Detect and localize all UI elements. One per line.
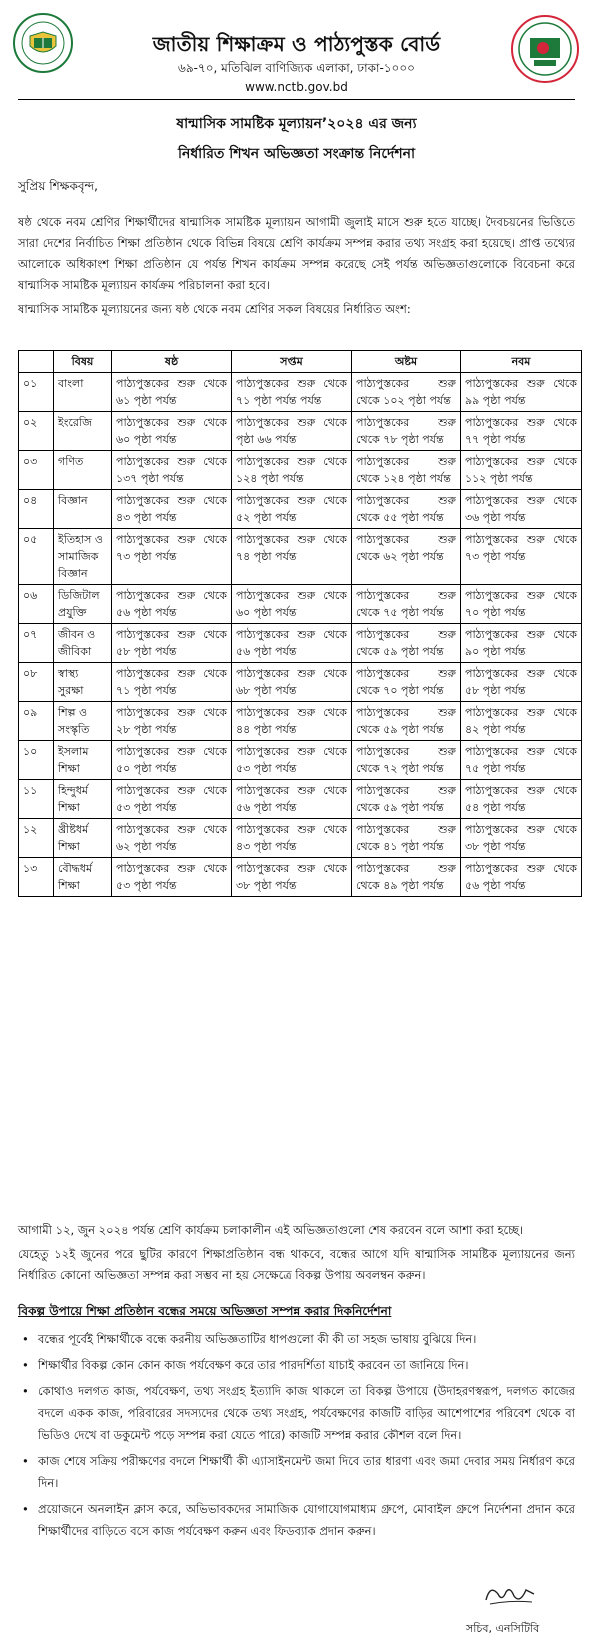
signature-image bbox=[480, 1580, 540, 1610]
class-eight-cell: পাঠ্যপুস্তকের শুরু থেকে ৫৫ পৃষ্ঠা পর্যন্ত bbox=[352, 490, 461, 529]
class-nine-cell: পাঠ্যপুস্তকের শুরু থেকে ৭৩ পৃষ্ঠা পর্যন্ত bbox=[461, 529, 582, 585]
class-six-cell: পাঠ্যপুস্তকের শুরু থেকে ৭৩ পৃষ্ঠা পর্যন্ত bbox=[112, 529, 232, 585]
header-class-seven: সপ্তম bbox=[232, 351, 352, 373]
table-row bbox=[19, 741, 582, 780]
serial-cell: ০৬ bbox=[19, 585, 54, 624]
class-eight-cell: পাঠ্যপুস্তকের শুরু থেকে ৫৯ পৃষ্ঠা পর্যন্ত bbox=[352, 780, 461, 819]
serial-cell: ০৯ bbox=[19, 702, 54, 741]
class-seven-cell: পাঠ্যপুস্তকের শুরু থেকে ৭৪ পৃষ্ঠা পর্যন্ত bbox=[232, 529, 352, 585]
table-body bbox=[19, 373, 582, 897]
table-row bbox=[19, 585, 582, 624]
class-seven-cell: পাঠ্যপুস্তকের শুরু থেকে ৩৮ পৃষ্ঠা পর্যন্ত bbox=[232, 858, 352, 897]
instruction-item bbox=[18, 1380, 575, 1446]
deadline-paragraph: আগামী ১২, জুন ২০২৪ পর্যন্ত শ্রেণি কার্যক্রম চলাকালীন এই অভিজ্ঞতাগুলো শেষ করবেন বলে আশা করা হচ্ছে। bbox=[18, 1223, 524, 1237]
class-six-cell: পাঠ্যপুস্তকের শুরু থেকে ৪৩ পৃষ্ঠা পর্যন্ত bbox=[112, 490, 232, 529]
subject-cell: শিল্প ও সংস্কৃতি bbox=[54, 702, 112, 741]
class-six-cell: পাঠ্যপুস্তকের শুরু থেকে ৬০ পৃষ্ঠা পর্যন্ত bbox=[112, 412, 232, 451]
table-header-row bbox=[19, 351, 582, 373]
instruction-item bbox=[18, 1328, 575, 1350]
class-nine-cell: পাঠ্যপুস্তকের শুরু থেকে ৫৪ পৃষ্ঠা পর্যন্ত bbox=[461, 780, 582, 819]
class-nine-cell: পাঠ্যপুস্তকের শুরু থেকে ৭৫ পৃষ্ঠা পর্যন্ত bbox=[461, 741, 582, 780]
table-row bbox=[19, 663, 582, 702]
class-seven-cell: পাঠ্যপুস্তকের শুরু থেকে ৫২ পৃষ্ঠা পর্যন্ত bbox=[232, 490, 352, 529]
class-nine-cell: পাঠ্যপুস্তকের শুরু থেকে ৪২ পৃষ্ঠা পর্যন্ত bbox=[461, 702, 582, 741]
class-seven-cell: পাঠ্যপুস্তকের শুরু থেকে ৪৩ পৃষ্ঠা পর্যন্ত bbox=[232, 819, 352, 858]
subject-cell: ইতিহাস ও সামাজিক বিজ্ঞান bbox=[54, 529, 112, 585]
class-eight-cell: পাঠ্যপুস্তকের শুরু থেকে ৭৫ পৃষ্ঠা পর্যন্ত bbox=[352, 585, 461, 624]
table-row bbox=[19, 819, 582, 858]
class-seven-cell: পাঠ্যপুস্তকের শুরু থেকে ৬০ পৃষ্ঠা পর্যন্ত bbox=[232, 585, 352, 624]
subject-cell: জীবন ও জীবিকা bbox=[54, 624, 112, 663]
subject-cell: গণিত bbox=[54, 451, 112, 490]
class-six-cell: পাঠ্যপুস্তকের শুরু থেকে ৫৬ পৃষ্ঠা পর্যন্ত bbox=[112, 585, 232, 624]
table-row bbox=[19, 702, 582, 741]
table-row bbox=[19, 373, 582, 412]
class-eight-cell: পাঠ্যপুস্তকের শুরু থেকে ৬২ পৃষ্ঠা পর্যন্ত bbox=[352, 529, 461, 585]
subject-cell: ডিজিটাল প্রযুক্তি bbox=[54, 585, 112, 624]
intro-paragraph: ষষ্ঠ থেকে নবম শ্রেণির শিক্ষার্থীদের ষান্মাসিক সামষ্টিক মূল্যায়ন আগামী জুলাই মাসে শুরু হতে যাচ্ছে। দৈবচয়নের ভিত্তিতে সারা দেশের নির্বাচিত শিক্ষা প্রতিষ্ঠান থেকে বিভিন্ন বিষয়ে শ্রেণি কার্যক্রম সম্পন্ন করার তথ্য সংগ্রহ করা হয়েছে। প্রাপ্ত তথ্যের আলোকে অধিকাংশ শিক্ষা প্রতিষ্ঠান যে পর্যন্ত শিখন কার্যক্রম সম্পন্ন করেছে সেই পর্যন্ত অভিজ্ঞতাগুলোকে বিবেচনা করে ষান্মাসিক সামষ্টিক মূল্যায়ন কার্যক্রম পরিচালনা করা হবে। bbox=[18, 215, 575, 292]
class-eight-cell: পাঠ্যপুস্তকের শুরু থেকে ১২৪ পৃষ্ঠা পর্যন্ত bbox=[352, 451, 461, 490]
instruction-text: বন্ধের পূর্বেই শিক্ষার্থীকে বন্ধে করনীয় অভিজ্ঞতাটির ধাপগুলো কী কী তা সহজ ভাষায় বুঝিয়ে দিন। bbox=[38, 1332, 477, 1346]
class-seven-cell: পাঠ্যপুস্তকের শুরু থেকে ৭১ পৃষ্ঠা পর্যন্ত পর্যন্ত bbox=[232, 373, 352, 412]
subject-cell: বাংলা bbox=[54, 373, 112, 412]
class-seven-cell: পাঠ্যপুস্তকের শুরু থেকে ৫৩ পৃষ্ঠা পর্যন্ত bbox=[232, 741, 352, 780]
table-row bbox=[19, 529, 582, 585]
class-nine-cell: পাঠ্যপুস্তকের শুরু থেকে ৯০ পৃষ্ঠা পর্যন্ত bbox=[461, 624, 582, 663]
class-six-cell: পাঠ্যপুস্তকের শুরু থেকে ৫০ পৃষ্ঠা পর্যন্ত bbox=[112, 741, 232, 780]
bullet-icon: • bbox=[22, 1332, 29, 1346]
header-class-nine: নবম bbox=[461, 351, 582, 373]
class-nine-cell: পাঠ্যপুস্তকের শুরু থেকে ৫৮ পৃষ্ঠা পর্যন্ত bbox=[461, 663, 582, 702]
board-website: www.nctb.gov.bd bbox=[245, 80, 348, 94]
class-eight-cell: পাঠ্যপুস্তকের শুরু থেকে ৭০ পৃষ্ঠা পর্যন্ত bbox=[352, 663, 461, 702]
serial-cell: ১০ bbox=[19, 741, 54, 780]
serial-cell: ১২ bbox=[19, 819, 54, 858]
class-six-cell: পাঠ্যপুস্তকের শুরু থেকে ৫৮ পৃষ্ঠা পর্যন্ত bbox=[112, 624, 232, 663]
subject-cell: বৌদ্ধধর্ম শিক্ষা bbox=[54, 858, 112, 897]
header-serial bbox=[19, 351, 54, 373]
signature-label: সচিব, এনসিটিবি bbox=[466, 1622, 540, 1635]
doc-title-line1: ষান্মাসিক সামষ্টিক মূল্যায়ন’২০২৪ এর জন্য bbox=[176, 116, 417, 132]
table-row bbox=[19, 624, 582, 663]
subject-cell: বিজ্ঞান bbox=[54, 490, 112, 529]
serial-cell: ১১ bbox=[19, 780, 54, 819]
table-row bbox=[19, 490, 582, 529]
instruction-text: প্রয়োজনে অনলাইন ক্লাস করে, অভিভাবকদের সামাজিক যোগাযোগমাধ্যম গ্রুপে, মোবাইল গ্রুপে নির্দেশনা প্রদান করে শিক্ষার্থীদের বাড়িতে বসে কাজ পর্যবেক্ষণ করুন এবং ফিডব্যাক প্রদান করুন। bbox=[38, 1502, 575, 1538]
bullet-icon: • bbox=[22, 1384, 29, 1398]
table-row bbox=[19, 780, 582, 819]
bullet-icon: • bbox=[22, 1454, 29, 1468]
class-nine-cell: পাঠ্যপুস্তকের শুরু থেকে ৩৮ পৃষ্ঠা পর্যন্ত bbox=[461, 819, 582, 858]
closure-paragraph: যেহেতু ১২ই জুনের পরে ছুটির কারণে শিক্ষাপ্রতিষ্ঠান বন্ধ থাকবে, বন্ধের আগে যদি ষান্মাসিক সামষ্টিক মূল্যায়নের জন্য নির্ধারিত কোনো অভিজ্ঞতা সম্পন্ন করা সম্ভব না হয় সেক্ষেত্রে বিকল্প উপায় অবলম্বন করুন। bbox=[18, 1247, 575, 1282]
class-six-cell: পাঠ্যপুস্তকের শুরু থেকে ৫৩ পৃষ্ঠা পর্যন্ত bbox=[112, 858, 232, 897]
class-eight-cell: পাঠ্যপুস্তকের শুরু থেকে ৪১ পৃষ্ঠা পর্যন্ত bbox=[352, 819, 461, 858]
instruction-text: কাজ শেষে সক্রিয় পরীক্ষণের বদলে শিক্ষার্থী কী এ্যাসাইনমেন্ট জমা দিবে তার ধারণা এবং জমা দেবার সময় নির্ধারণ করে দিন। bbox=[38, 1454, 575, 1490]
serial-cell: ০৮ bbox=[19, 663, 54, 702]
instruction-item bbox=[18, 1498, 575, 1542]
table-row bbox=[19, 858, 582, 897]
class-six-cell: পাঠ্যপুস্তকের শুরু থেকে ৬২ পৃষ্ঠা পর্যন্ত bbox=[112, 819, 232, 858]
class-seven-cell: পাঠ্যপুস্তকের শুরু থেকে ৬৮ পৃষ্ঠা পর্যন্ত bbox=[232, 663, 352, 702]
class-six-cell: পাঠ্যপুস্তকের শুরু থেকে ৭১ পৃষ্ঠা পর্যন্ত bbox=[112, 663, 232, 702]
class-nine-cell: পাঠ্যপুস্তকের শুরু থেকে ৫৬ পৃষ্ঠা পর্যন্ত bbox=[461, 858, 582, 897]
instruction-item bbox=[18, 1450, 575, 1494]
class-nine-cell: পাঠ্যপুস্তকের শুরু থেকে ৭০ পৃষ্ঠা পর্যন্ত bbox=[461, 585, 582, 624]
serial-cell: ০১ bbox=[19, 373, 54, 412]
board-title: জাতীয় শিক্ষাক্রম ও পাঠ্যপুস্তক বোর্ড bbox=[152, 32, 441, 56]
serial-cell: ০৩ bbox=[19, 451, 54, 490]
syllabus-table bbox=[18, 350, 582, 897]
class-seven-cell: পাঠ্যপুস্তকের শুরু থেকে ৫৬ পৃষ্ঠা পর্যন্ত bbox=[232, 624, 352, 663]
bullet-icon: • bbox=[22, 1358, 29, 1372]
class-eight-cell: পাঠ্যপুস্তকের শুরু থেকে ৭২ পৃষ্ঠা পর্যন্ত bbox=[352, 741, 461, 780]
header-subject: বিষয় bbox=[54, 351, 112, 373]
header-class-six: ষষ্ঠ bbox=[112, 351, 232, 373]
class-eight-cell: পাঠ্যপুস্তকের শুরু থেকে ৭৮ পৃষ্ঠা পর্যন্ত bbox=[352, 412, 461, 451]
class-nine-cell: পাঠ্যপুস্তকের শুরু থেকে ৭৭ পৃষ্ঠা পর্যন্ত bbox=[461, 412, 582, 451]
header-divider bbox=[18, 99, 575, 100]
salutation: সুপ্রিয় শিক্ষকবৃন্দ, bbox=[18, 179, 98, 193]
class-nine-cell: পাঠ্যপুস্তকের শুরু থেকে ৯৯ পৃষ্ঠা পর্যন্ত bbox=[461, 373, 582, 412]
serial-cell: ০৭ bbox=[19, 624, 54, 663]
bullet-icon: • bbox=[22, 1502, 29, 1516]
class-eight-cell: পাঠ্যপুস্তকের শুরু থেকে ৪৯ পৃষ্ঠা পর্যন্ত bbox=[352, 858, 461, 897]
instruction-text: কোথাও দলগত কাজ, পর্যবেক্ষণ, তথ্য সংগ্রহ ইত্যাদি কাজ থাকলে তা বিকল্প উপায়ে (উদাহরণস্বরূপ, দলগত কাজের বদলে একক কাজ, পরিবারের সদস্যদের থেকে তথ্য সংগ্রহ, পর্যবেক্ষণের কাজটি বাড়ির আশেপাশের পরিবেশ থেকে বা ভিডিও দেখে বা ডকুমেন্ট পড়ে সম্পন্ন করা যেতে পারে) কাজটি সম্পন্ন করার কৌশল বলে দিন। bbox=[38, 1384, 575, 1442]
instruction-text: শিক্ষার্থীর বিকল্প কোন কোন কাজ পর্যবেক্ষণ করে তার পারদর্শিতা যাচাই করবেন তা জানিয়ে দিন। bbox=[38, 1358, 469, 1372]
class-seven-cell: পাঠ্যপুস্তকের শুরু থেকে ৫৬ পৃষ্ঠা পর্যন্ত bbox=[232, 780, 352, 819]
serial-cell: ০৪ bbox=[19, 490, 54, 529]
class-eight-cell: পাঠ্যপুস্তকের শুরু থেকে ৫৯ পৃষ্ঠা পর্যন্ত bbox=[352, 624, 461, 663]
class-eight-cell: পাঠ্যপুস্তকের শুরু থেকে ৫৯ পৃষ্ঠা পর্যন্ত bbox=[352, 702, 461, 741]
class-eight-cell: পাঠ্যপুস্তকের শুরু থেকে ১০২ পৃষ্ঠা পর্যন্ত bbox=[352, 373, 461, 412]
table-row bbox=[19, 451, 582, 490]
subject-cell: স্বাস্থ্য সুরক্ষা bbox=[54, 663, 112, 702]
header-class-eight: অষ্টম bbox=[352, 351, 461, 373]
class-nine-cell: পাঠ্যপুস্তকের শুরু থেকে ৩৬ পৃষ্ঠা পর্যন্ত bbox=[461, 490, 582, 529]
subject-cell: ইংরেজি bbox=[54, 412, 112, 451]
subject-cell: খ্রীষ্টধর্ম শিক্ষা bbox=[54, 819, 112, 858]
class-six-cell: পাঠ্যপুস্তকের শুরু থেকে ৬১ পৃষ্ঠা পর্যন্ত bbox=[112, 373, 232, 412]
instruction-item bbox=[18, 1354, 575, 1376]
subject-cell: হিন্দুধর্ম শিক্ষা bbox=[54, 780, 112, 819]
class-nine-cell: পাঠ্যপুস্তকের শুরু থেকে ১১২ পৃষ্ঠা পর্যন্ত bbox=[461, 451, 582, 490]
table-intro-paragraph: ষান্মাসিক সামষ্টিক মূল্যায়নের জন্য ষষ্ঠ থেকে নবম শ্রেণির সকল বিষয়ের নির্ধারিত অংশ: bbox=[18, 302, 411, 316]
instructions-title: বিকল্প উপায়ে শিক্ষা প্রতিষ্ঠান বন্ধের সময়ে অভিজ্ঞতা সম্পন্ন করার দিকনির্দেশনা bbox=[18, 1304, 392, 1318]
class-six-cell: পাঠ্যপুস্তকের শুরু থেকে ৫৩ পৃষ্ঠা পর্যন্ত bbox=[112, 780, 232, 819]
class-six-cell: পাঠ্যপুস্তকের শুরু থেকে ২৮ পৃষ্ঠা পর্যন্ত bbox=[112, 702, 232, 741]
serial-cell: ১৩ bbox=[19, 858, 54, 897]
board-address: ৬৯-৭০, মতিঝিল বাণিজ্যিক এলাকা, ঢাকা-১০০০ bbox=[178, 61, 415, 75]
serial-cell: ০২ bbox=[19, 412, 54, 451]
serial-cell: ০৫ bbox=[19, 529, 54, 585]
instructions-list bbox=[18, 1328, 575, 1546]
subject-cell: ইসলাম শিক্ষা bbox=[54, 741, 112, 780]
class-seven-cell: পাঠ্যপুস্তকের শুরু থেকে পৃষ্ঠা ৬৬ পর্যন্ত bbox=[232, 412, 352, 451]
class-seven-cell: পাঠ্যপুস্তকের শুরু থেকে ১২৪ পৃষ্ঠা পর্যন্ত bbox=[232, 451, 352, 490]
doc-title-line2: নির্ধারিত শিখন অভিজ্ঞতা সংক্রান্ত নির্দেশনা bbox=[177, 146, 416, 162]
class-six-cell: পাঠ্যপুস্তকের শুরু থেকে ১৩৭ পৃষ্ঠা পর্যন্ত bbox=[112, 451, 232, 490]
table-row bbox=[19, 412, 582, 451]
class-seven-cell: পাঠ্যপুস্তকের শুরু থেকে ৪৪ পৃষ্ঠা পর্যন্ত bbox=[232, 702, 352, 741]
